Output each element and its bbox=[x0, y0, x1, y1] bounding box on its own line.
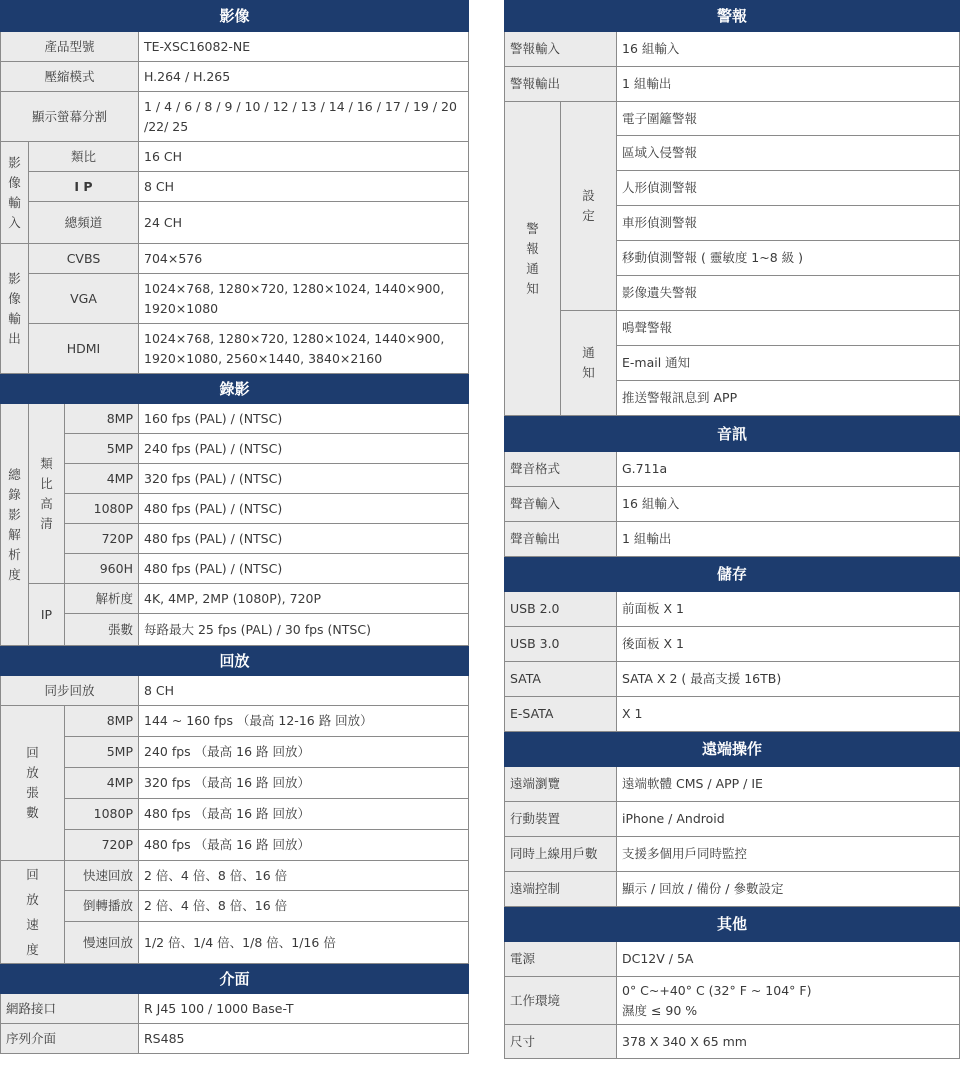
sata-value: SATA X 2 ( 最高支援 16TB) bbox=[617, 662, 960, 697]
record-res-label: 4MP bbox=[65, 464, 139, 494]
video-output-char: 出 bbox=[8, 330, 21, 346]
record-res-label: 1080P bbox=[65, 494, 139, 524]
alarm-setting-char: 定 bbox=[582, 208, 595, 223]
analog-hd-char: 類 bbox=[40, 455, 53, 471]
vga-label: VGA bbox=[29, 274, 139, 324]
other-section-header: 其他 bbox=[505, 907, 960, 942]
audio-out-value: 1 組輸出 bbox=[617, 522, 960, 557]
record-res-value: 240 fps (PAL) / (NTSC) bbox=[139, 434, 469, 464]
vga-value: 1024×768, 1280×720, 1280×1024, 1440×900, 1920×1080 bbox=[139, 274, 469, 324]
playback-speed-char: 度 bbox=[26, 942, 39, 957]
audio-format-label: 聲音格式 bbox=[505, 452, 617, 487]
compression-label: 壓縮模式 bbox=[1, 62, 139, 92]
model-label: 產品型號 bbox=[1, 32, 139, 62]
playback-res-value: 144 ~ 160 fps （最高 12-16 路 回放） bbox=[139, 706, 469, 737]
playback-res-value: 480 fps （最高 16 路 回放） bbox=[139, 830, 469, 861]
video-input-char: 輸 bbox=[8, 194, 21, 210]
analog-hd-char: 比 bbox=[40, 475, 53, 491]
alarm-notice-item: 鳴聲警報 bbox=[617, 311, 960, 346]
analog-value: 16 CH bbox=[139, 142, 469, 172]
network-value: R J45 100 / 1000 Base-T bbox=[139, 994, 469, 1024]
audio-section-header: 音訊 bbox=[505, 416, 960, 452]
hdmi-value-line2: 1920×1080, 2560×1440, 3840×2160 bbox=[144, 350, 383, 366]
esata-label: E-SATA bbox=[505, 697, 617, 732]
alarm-setting-char: 設 bbox=[582, 188, 595, 203]
record-group-char: 總 bbox=[8, 466, 21, 482]
power-value: DC12V / 5A bbox=[617, 942, 960, 977]
video-section-header: 影像 bbox=[1, 1, 469, 32]
alarm-in-value: 16 組輸入 bbox=[617, 32, 960, 67]
audio-out-label: 聲音輸出 bbox=[505, 522, 617, 557]
sync-playback-value: 8 CH bbox=[139, 676, 469, 706]
interface-section-header: 介面 bbox=[1, 964, 469, 994]
slow-playback-label: 慢速回放 bbox=[65, 922, 139, 964]
users-label: 同時上線用戶數 bbox=[505, 837, 617, 872]
serial-label: 序列介面 bbox=[1, 1024, 139, 1054]
record-group-char: 度 bbox=[8, 566, 21, 582]
network-label: 網路接口 bbox=[1, 994, 139, 1024]
playback-res-label: 1080P bbox=[65, 799, 139, 830]
playback-res-label: 5MP bbox=[65, 737, 139, 768]
model-value: TE-XSC16082-NE bbox=[139, 32, 469, 62]
environment-temp: 0° C~+40° C (32° F ~ 104° F) bbox=[622, 982, 812, 998]
playback-res-label: 720P bbox=[65, 830, 139, 861]
alarm-setting-item: 人形偵測警報 bbox=[617, 171, 960, 206]
environment-humidity: 濕度 ≤ 90 % bbox=[622, 1002, 698, 1018]
playback-res-label: 4MP bbox=[65, 768, 139, 799]
record-group-char: 解 bbox=[8, 526, 21, 542]
analog-label: 類比 bbox=[29, 142, 139, 172]
playback-frames-char: 數 bbox=[26, 805, 39, 820]
reverse-playback-label: 倒轉播放 bbox=[65, 891, 139, 922]
playback-frames-char: 放 bbox=[26, 765, 39, 780]
playback-speed-char: 回 bbox=[26, 867, 39, 882]
video-output-char: 像 bbox=[8, 290, 21, 306]
playback-speed-char: 速 bbox=[26, 917, 39, 932]
alarm-setting-item: 影像遺失警報 bbox=[617, 276, 960, 311]
ip-frames-value: 每路最大 25 fps (PAL) / 30 fps (NTSC) bbox=[139, 614, 469, 646]
usb2-label: USB 2.0 bbox=[505, 592, 617, 627]
usb2-value: 前面板 X 1 bbox=[617, 592, 960, 627]
record-res-value: 480 fps (PAL) / (NTSC) bbox=[139, 494, 469, 524]
slow-playback-value: 1/2 倍、1/4 倍、1/8 倍、1/16 倍 bbox=[139, 922, 469, 964]
alarm-notify-char: 通 bbox=[526, 260, 539, 276]
remote-section-header: 遠端操作 bbox=[505, 732, 960, 767]
alarm-notice-char: 知 bbox=[582, 365, 595, 380]
compression-value: H.264 / H.265 bbox=[139, 62, 469, 92]
serial-value: RS485 bbox=[139, 1024, 469, 1054]
size-value: 378 X 340 X 65 mm bbox=[617, 1025, 960, 1059]
right-spec-table bbox=[504, 0, 960, 1059]
split-label: 顯示螢幕分割 bbox=[1, 92, 139, 142]
video-input-char: 影 bbox=[8, 154, 21, 170]
usb3-value: 後面板 X 1 bbox=[617, 627, 960, 662]
sync-playback-label: 同步回放 bbox=[1, 676, 139, 706]
total-channel-label: 總頻道 bbox=[29, 202, 139, 244]
left-spec-table bbox=[0, 0, 469, 1054]
record-res-value: 320 fps (PAL) / (NTSC) bbox=[139, 464, 469, 494]
alarm-notify-char: 警 bbox=[526, 220, 539, 236]
storage-section-header: 儲存 bbox=[505, 557, 960, 592]
alarm-notice-group bbox=[561, 311, 617, 416]
analog-hd-char: 清 bbox=[40, 515, 53, 531]
alarm-notify-char: 知 bbox=[526, 280, 539, 296]
record-group-char: 析 bbox=[8, 546, 21, 562]
record-res-label: 8MP bbox=[65, 404, 139, 434]
remote-control-label: 遠端控制 bbox=[505, 872, 617, 907]
playback-frames-group bbox=[1, 706, 65, 861]
playback-res-label: 8MP bbox=[65, 706, 139, 737]
video-output-char: 影 bbox=[8, 270, 21, 286]
ip-resolution-label: 解析度 bbox=[65, 584, 139, 614]
record-group-char: 錄 bbox=[8, 486, 21, 502]
ip-label: I P bbox=[29, 172, 139, 202]
audio-in-value: 16 組輸入 bbox=[617, 487, 960, 522]
alarm-notify-char: 報 bbox=[526, 240, 539, 256]
usb3-label: USB 3.0 bbox=[505, 627, 617, 662]
cvbs-value: 704×576 bbox=[139, 244, 469, 274]
playback-res-value: 480 fps （最高 16 路 回放） bbox=[139, 799, 469, 830]
analog-hd-group bbox=[29, 404, 65, 584]
alarm-setting-item: 電子圍籬警報 bbox=[617, 102, 960, 136]
reverse-playback-value: 2 倍、4 倍、8 倍、16 倍 bbox=[139, 891, 469, 922]
alarm-out-value: 1 組輸出 bbox=[617, 67, 960, 102]
remote-control-value: 顯示 / 回放 / 備份 / 參數設定 bbox=[617, 872, 960, 907]
analog-hd-char: 高 bbox=[40, 495, 53, 511]
video-input-group bbox=[1, 142, 29, 244]
record-res-value: 480 fps (PAL) / (NTSC) bbox=[139, 524, 469, 554]
ip-frames-label: 張數 bbox=[65, 614, 139, 646]
power-label: 電源 bbox=[505, 942, 617, 977]
audio-format-value: G.711a bbox=[617, 452, 960, 487]
record-resolution-group bbox=[1, 404, 29, 646]
audio-in-label: 聲音輸入 bbox=[505, 487, 617, 522]
remote-browse-label: 遠端瀏覽 bbox=[505, 767, 617, 802]
video-input-char: 像 bbox=[8, 174, 21, 190]
record-res-label: 5MP bbox=[65, 434, 139, 464]
playback-res-value: 320 fps （最高 16 路 回放） bbox=[139, 768, 469, 799]
alarm-section-header: 警報 bbox=[505, 1, 960, 32]
mobile-value: iPhone / Android bbox=[617, 802, 960, 837]
record-group-char: 影 bbox=[8, 506, 21, 522]
playback-res-value: 240 fps （最高 16 路 回放） bbox=[139, 737, 469, 768]
record-res-value: 160 fps (PAL) / (NTSC) bbox=[139, 404, 469, 434]
playback-speed-char: 放 bbox=[26, 892, 39, 907]
fast-playback-label: 快速回放 bbox=[65, 861, 139, 891]
alarm-setting-item: 車形偵測警報 bbox=[617, 206, 960, 241]
record-section-header: 錄影 bbox=[1, 374, 469, 404]
environment-label: 工作環境 bbox=[505, 977, 617, 1025]
mobile-label: 行動裝置 bbox=[505, 802, 617, 837]
esata-value: X 1 bbox=[617, 697, 960, 732]
alarm-notice-item: E-mail 通知 bbox=[617, 346, 960, 381]
remote-browse-value: 遠端軟體 CMS / APP / IE bbox=[617, 767, 960, 802]
alarm-notice-char: 通 bbox=[582, 345, 595, 360]
video-output-char: 輸 bbox=[8, 310, 21, 326]
ip-value: 8 CH bbox=[139, 172, 469, 202]
video-input-char: 入 bbox=[8, 214, 21, 230]
users-value: 支援多個用戶同時監控 bbox=[617, 837, 960, 872]
alarm-notify-group bbox=[505, 102, 561, 416]
alarm-setting-item: 區域入侵警報 bbox=[617, 136, 960, 171]
size-label: 尺寸 bbox=[505, 1025, 617, 1059]
record-res-value: 480 fps (PAL) / (NTSC) bbox=[139, 554, 469, 584]
playback-frames-char: 回 bbox=[26, 745, 39, 760]
hdmi-value-line1: 1024×768, 1280×720, 1280×1024, 1440×900, bbox=[144, 330, 445, 346]
hdmi-label: HDMI bbox=[29, 324, 139, 374]
alarm-notice-item: 推送警報訊息到 APP bbox=[617, 381, 960, 416]
alarm-in-label: 警報輸入 bbox=[505, 32, 617, 67]
environment-value bbox=[617, 977, 960, 1025]
alarm-out-label: 警報輸出 bbox=[505, 67, 617, 102]
playback-speed-group bbox=[1, 861, 65, 964]
total-channel-value: 24 CH bbox=[139, 202, 469, 244]
ip-resolution-value: 4K, 4MP, 2MP (1080P), 720P bbox=[139, 584, 469, 614]
alarm-setting-group bbox=[561, 102, 617, 311]
cvbs-label: CVBS bbox=[29, 244, 139, 274]
video-output-group bbox=[1, 244, 29, 374]
split-value: 1 / 4 / 6 / 8 / 9 / 10 / 12 / 13 / 14 / 16 / 17 / 19 / 20 /22/ 25 bbox=[139, 92, 469, 142]
ip-record-group: IP bbox=[29, 584, 65, 646]
sata-label: SATA bbox=[505, 662, 617, 697]
hdmi-value bbox=[139, 324, 469, 374]
alarm-setting-item: 移動偵測警報 ( 靈敏度 1~8 級 ) bbox=[617, 241, 960, 276]
fast-playback-value: 2 倍、4 倍、8 倍、16 倍 bbox=[139, 861, 469, 891]
playback-frames-char: 張 bbox=[26, 785, 39, 800]
playback-section-header: 回放 bbox=[1, 646, 469, 676]
record-res-label: 720P bbox=[65, 524, 139, 554]
record-res-label: 960H bbox=[65, 554, 139, 584]
